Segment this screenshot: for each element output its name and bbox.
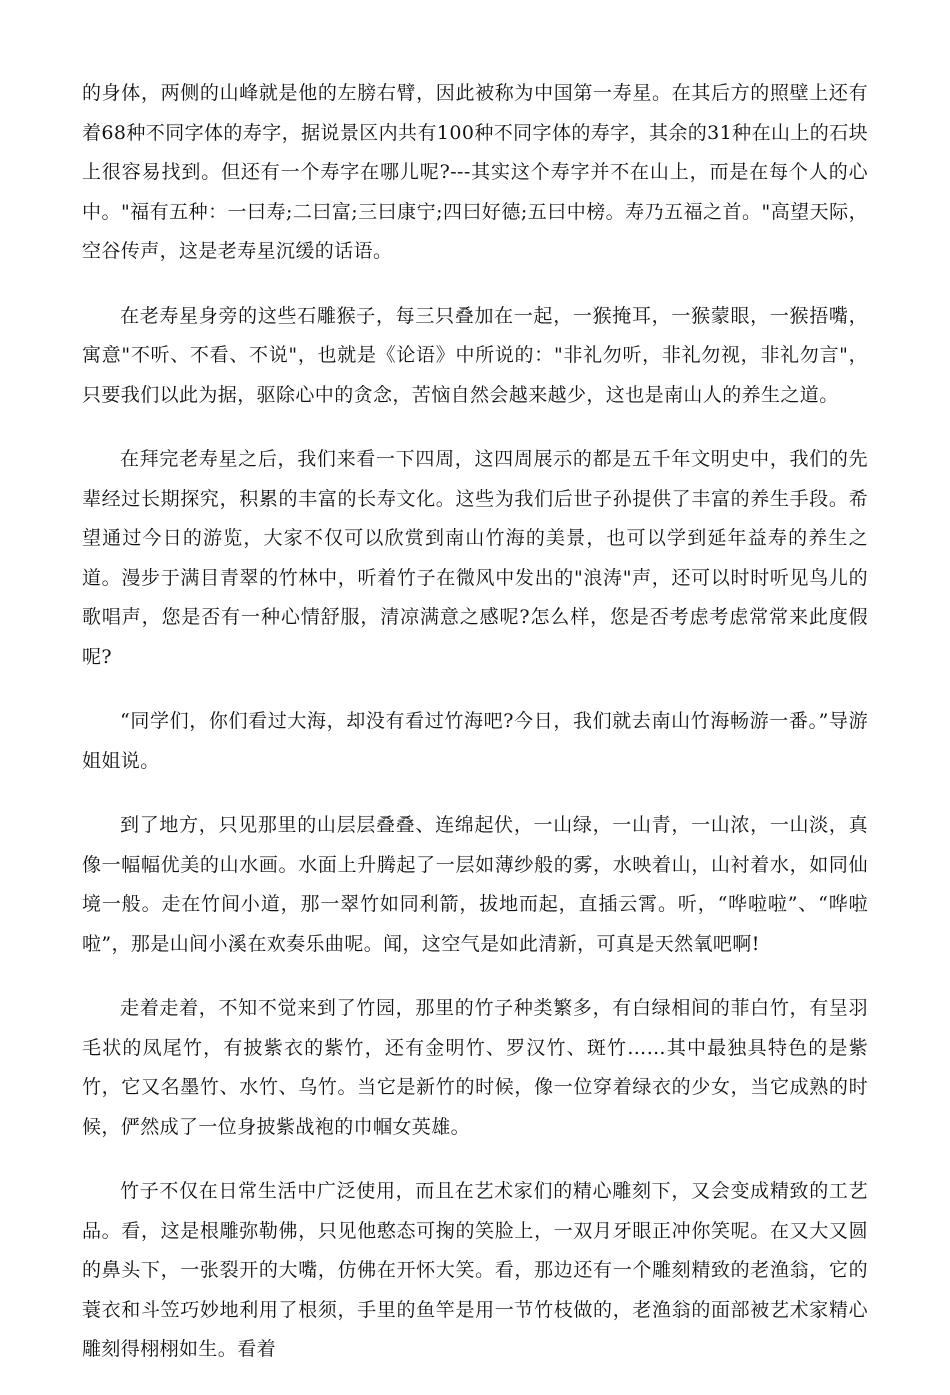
paragraph: 到了地方，只见那里的山层层叠叠、连绵起伏，一山绿，一山青，一山浓，一山淡，真像一幅幅优美的山水画。水面上升腾起了一层如薄纱般的雾，水映着山，山衬着水，如同仙境一般。走在竹间小道，那一翠竹如同利箭，拔地而起，直插云霄。听，“哗啦啦”、“哗啦啦”，那是山间小溪在欢奏乐曲呢。闻，这空气是如此清新，可真是天然氧吧啊! — [82, 814, 868, 955]
paragraph: “同学们，你们看过大海，却没有看过竹海吧?今日，我们就去南山竹海畅游一番。”导游姐姐说。 — [82, 710, 868, 772]
paragraph: 竹子不仅在日常生活中广泛使用，而且在艺术家们的精心雕刻下，又会变成精致的工艺品。看，这是根雕弥勒佛，只见他憨态可掬的笑脸上，一双月牙眼正冲你笑呢。在又大又圆的鼻头下，一张裂开的大嘴，仿佛在开怀大笑。看，那边还有一个雕刻精致的老渔翁，它的蓑衣和斗笠巧妙地利用了根须，手里的鱼竿是用一节竹枝做的，老渔翁的面部被艺术家精心雕刻得栩栩如生。看着 — [82, 1180, 868, 1360]
paragraph: 在拜完老寿星之后，我们来看一下四周，这四周展示的都是五千年文明史中，我们的先辈经过长期探究，积累的丰富的长寿文化。这些为我们后世子孙提供了丰富的养生手段。希望通过今日的游览，大家不仅可以欣赏到南山竹海的美景，也可以学到延年益寿的养生之道。漫步于满目青翠的竹林中，听着竹子在微风中发出的"浪涛"声，还可以时时听见鸟儿的歌唱声，您是否有一种心情舒服，清凉满意之感呢?怎么样，您是否考虑考虑常常来此度假呢? — [82, 448, 868, 668]
document-body — [82, 74, 868, 1395]
paragraph: 走着走着，不知不觉来到了竹园，那里的竹子种类繁多，有白绿相间的菲白竹，有呈羽毛状的凤尾竹，有披紫衣的紫竹，还有金明竹、罗汉竹、斑竹……其中最独具特色的是紫竹，它又名墨竹、水竹、乌竹。当它是新竹的时候，像一位穿着绿衣的少女，当它成熟的时候，俨然成了一位身披紫战袍的巾帼女英雄。 — [82, 997, 868, 1138]
paragraph: 在老寿星身旁的这些石雕猴子，每三只叠加在一起，一猴掩耳，一猴蒙眼，一猴捂嘴，寓意"不听、不看、不说"，也就是《论语》中所说的："非礼勿听，非礼勿视，非礼勿言"，只要我们以此为据，驱除心中的贪念，苦恼自然会越来越少，这也是南山人的养生之道。 — [82, 304, 868, 406]
paragraph: 的身体，两侧的山峰就是他的左膀右臂，因此被称为中国第一寿星。在其后方的照壁上还有着68种不同字体的寿字，据说景区内共有100种不同字体的寿字，其余的31种在山上的石块上很容易找到。但还有一个寿字在哪儿呢?---其实这个寿字并不在山上，而是在每个人的心中。"福有五种：一曰寿;二曰富;三曰康宁;四曰好德;五曰中榜。寿乃五福之首。"高望天际，空谷传声，这是老寿星沉缓的话语。 — [82, 82, 868, 262]
